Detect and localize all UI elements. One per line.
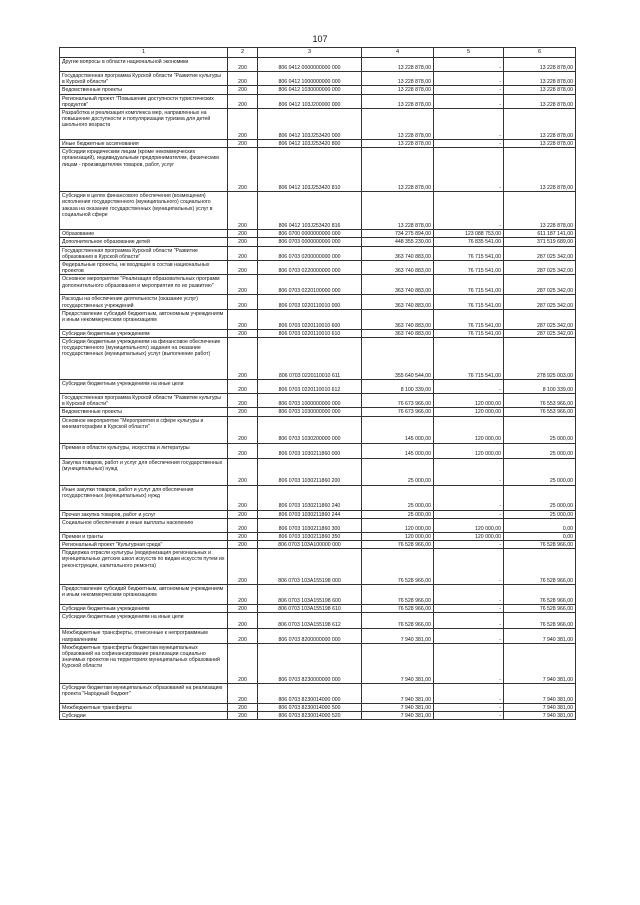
row-name: Государственная программа Курской области "Развитие образования в Курской области": [60, 246, 228, 260]
row-amount-change: -: [434, 510, 504, 518]
row-code: 200: [228, 458, 258, 485]
row-amount-result: 7 940 381,00: [504, 683, 576, 703]
row-amount-total: 13 228 878,00: [362, 86, 434, 94]
row-amount-total: 363 740 883,00: [362, 275, 434, 295]
row-kbk: 806 0703 1000000000 000: [258, 394, 362, 408]
row-name: Социальное обеспечение и иные выплаты населению: [60, 518, 228, 532]
row-amount-total: 25 000,00: [362, 458, 434, 485]
table-row: [60, 246, 576, 260]
row-kbk: 806 0703 0220110010 611: [258, 338, 362, 380]
row-name: Субсидии: [60, 712, 228, 720]
row-kbk: 806 0412 1030000000 000: [258, 86, 362, 94]
row-amount-result: 7 940 381,00: [504, 703, 576, 711]
row-amount-change: -: [434, 380, 504, 394]
row-amount-change: -: [434, 94, 504, 108]
row-amount-change: 120 000,00: [434, 416, 504, 443]
row-code: 200: [228, 605, 258, 613]
row-amount-total: 76 673 966,00: [362, 394, 434, 408]
row-amount-change: 120 000,00: [434, 518, 504, 532]
table-row: [60, 510, 576, 518]
row-code: 200: [228, 613, 258, 629]
row-amount-result: 287 025 342,00: [504, 329, 576, 337]
row-amount-result: 13 228 878,00: [504, 192, 576, 230]
row-amount-result: 13 228 878,00: [504, 94, 576, 108]
row-code: 200: [228, 238, 258, 246]
row-kbk: 806 0703 103A155198 000: [258, 549, 362, 585]
row-name: Поддержка отрасли культуры (модернизация региональных и муниципальных детских школ искусств по видам искусств путем их реконструкции, капитального ремонта): [60, 549, 228, 585]
row-amount-total: 13 228 878,00: [362, 148, 434, 192]
row-kbk: 806 0703 8200000000 000: [258, 629, 362, 643]
row-amount-result: 13 228 878,00: [504, 72, 576, 86]
row-amount-total: 76 528 966,00: [362, 613, 434, 629]
row-amount-total: 76 528 966,00: [362, 541, 434, 549]
row-amount-result: 76 553 966,00: [504, 394, 576, 408]
row-amount-total: 13 228 878,00: [362, 140, 434, 148]
row-code: 200: [228, 309, 258, 329]
table-row: [60, 329, 576, 337]
row-name: Основное мероприятие "Мероприятия в сфере культуры и кинематографии в Курской области": [60, 416, 228, 443]
row-kbk: 806 0703 0220110010 610: [258, 329, 362, 337]
row-amount-result: 13 228 878,00: [504, 86, 576, 94]
table-row: [60, 295, 576, 309]
row-name: Субсидии бюджетным учреждениям на иные цели: [60, 613, 228, 629]
row-name: Предоставление субсидий бюджетным, автономным учреждениям и иным некоммерческим организациям: [60, 309, 228, 329]
row-code: 200: [228, 408, 258, 416]
row-name: Межбюджетные трансферты, отнесенные к непрограммным направлениям: [60, 629, 228, 643]
row-code: 200: [228, 148, 258, 192]
row-kbk: 806 0412 103J253420 810: [258, 148, 362, 192]
page-number: 107: [312, 34, 328, 44]
row-amount-total: 13 228 878,00: [362, 192, 434, 230]
row-code: 200: [228, 643, 258, 683]
row-kbk: 806 0703 0200000000 000: [258, 246, 362, 260]
row-code: 200: [228, 532, 258, 540]
row-name: Субсидии бюджетам муниципальных образований на реализацию проекта "Народный бюджет": [60, 683, 228, 703]
row-amount-total: 363 740 883,00: [362, 295, 434, 309]
row-amount-result: 13 228 878,00: [504, 140, 576, 148]
row-amount-total: 120 000,00: [362, 532, 434, 540]
row-name: Дополнительное образование детей: [60, 238, 228, 246]
row-kbk: 806 0412 1000000000 000: [258, 72, 362, 86]
row-code: 200: [228, 683, 258, 703]
row-amount-result: 13 228 878,00: [504, 148, 576, 192]
row-code: 200: [228, 246, 258, 260]
row-name: Субсидии бюджетным учреждениям: [60, 329, 228, 337]
table-row: [60, 58, 576, 72]
row-amount-result: 7 940 381,00: [504, 712, 576, 720]
row-code: 200: [228, 585, 258, 605]
row-code: 200: [228, 86, 258, 94]
column-header-1: 1: [60, 48, 228, 58]
row-amount-result: 0,00: [504, 532, 576, 540]
row-amount-result: 13 228 878,00: [504, 58, 576, 72]
row-code: 200: [228, 541, 258, 549]
row-code: 200: [228, 518, 258, 532]
row-name: Другие вопросы в области национальной экономики: [60, 58, 228, 72]
row-name: Субсидии в целях финансового обеспечения (возмещения) исполнения государственного (муниципального) социального заказа на оказание государственных (муниципальных) услуг в социальной сфере: [60, 192, 228, 230]
row-amount-change: -: [434, 643, 504, 683]
table-row: [60, 238, 576, 246]
row-amount-change: 120 000,00: [434, 408, 504, 416]
row-amount-total: 145 000,00: [362, 443, 434, 458]
row-name: Расходы на обеспечение деятельности (оказание услуг) государственных учреждений: [60, 295, 228, 309]
table-row: [60, 683, 576, 703]
row-amount-change: 76 715 541,00: [434, 261, 504, 275]
row-code: 200: [228, 329, 258, 337]
row-amount-total: 76 528 966,00: [362, 549, 434, 585]
row-code: 200: [228, 72, 258, 86]
row-code: 200: [228, 338, 258, 380]
row-amount-result: 25 000,00: [504, 510, 576, 518]
row-amount-result: 25 000,00: [504, 443, 576, 458]
row-amount-change: -: [434, 148, 504, 192]
row-amount-total: 7 940 381,00: [362, 712, 434, 720]
row-amount-result: 287 025 342,00: [504, 295, 576, 309]
row-kbk: 806 0412 103J200000 000: [258, 94, 362, 108]
table-row: [60, 541, 576, 549]
row-kbk: 806 0703 103A155198 612: [258, 613, 362, 629]
row-name: Субсидии юридическим лицам (кроме некоммерческих организаций), индивидуальным предпринимателям, физическим лицам - производителям товаров, работ, услуг: [60, 148, 228, 192]
row-code: 200: [228, 703, 258, 711]
row-kbk: 806 0703 1030211860 244: [258, 510, 362, 518]
table-row: [60, 532, 576, 540]
row-code: 200: [228, 275, 258, 295]
row-amount-change: -: [434, 109, 504, 140]
row-code: 200: [228, 443, 258, 458]
row-amount-result: 25 000,00: [504, 458, 576, 485]
row-kbk: 806 0703 103A155198 600: [258, 585, 362, 605]
row-amount-total: 76 528 966,00: [362, 605, 434, 613]
row-amount-change: 123 088 753,00: [434, 230, 504, 238]
row-name: Государственная программа Курской области "Развитие культуры в Курской области": [60, 394, 228, 408]
row-kbk: 806 0703 8230014000 520: [258, 712, 362, 720]
row-amount-change: 76 715 541,00: [434, 295, 504, 309]
row-amount-total: 7 940 381,00: [362, 629, 434, 643]
row-name: Межбюджетные трансферты бюджетам муниципальных образований на софинансирование реализации социально значимых проектов на территориях муниципальных образований Курской области: [60, 643, 228, 683]
row-amount-change: -: [434, 683, 504, 703]
table-row: [60, 585, 576, 605]
row-kbk: 806 0412 0000000000 000: [258, 58, 362, 72]
row-amount-result: 13 228 878,00: [504, 109, 576, 140]
table-row: [60, 443, 576, 458]
row-amount-total: 355 640 544,00: [362, 338, 434, 380]
row-name: Региональный проект "Повышение доступности туристических продуктов": [60, 94, 228, 108]
column-header-4: 4: [362, 48, 434, 58]
table-row: [60, 712, 576, 720]
row-code: 200: [228, 380, 258, 394]
row-amount-total: 13 228 878,00: [362, 72, 434, 86]
row-amount-result: 0,00: [504, 518, 576, 532]
row-amount-total: 7 940 381,00: [362, 703, 434, 711]
row-amount-change: 120 000,00: [434, 532, 504, 540]
table-row: [60, 408, 576, 416]
row-code: 200: [228, 295, 258, 309]
row-kbk: 806 0703 0000000000 000: [258, 238, 362, 246]
row-name: Субсидии бюджетным учреждениям: [60, 605, 228, 613]
row-amount-change: -: [434, 458, 504, 485]
row-amount-total: 76 528 966,00: [362, 585, 434, 605]
row-code: 200: [228, 485, 258, 510]
row-amount-result: 76 528 966,00: [504, 605, 576, 613]
row-name: Ведомственные проекты: [60, 86, 228, 94]
column-header-5: 5: [434, 48, 504, 58]
table-row: [60, 148, 576, 192]
row-amount-result: 287 025 342,00: [504, 275, 576, 295]
row-amount-result: 287 025 342,00: [504, 309, 576, 329]
row-kbk: 806 0703 8230000000 000: [258, 643, 362, 683]
row-amount-result: 278 925 003,00: [504, 338, 576, 380]
row-kbk: 806 0703 8230014000 500: [258, 703, 362, 711]
row-amount-result: 76 528 966,00: [504, 613, 576, 629]
row-amount-result: 25 000,00: [504, 485, 576, 510]
row-code: 200: [228, 109, 258, 140]
row-amount-change: 76 835 541,00: [434, 238, 504, 246]
row-name: Прочая закупка товаров, работ и услуг: [60, 510, 228, 518]
row-kbk: 806 0703 1030211860 240: [258, 485, 362, 510]
row-amount-change: 120 000,00: [434, 394, 504, 408]
row-amount-result: 611 187 141,00: [504, 230, 576, 238]
row-amount-total: 363 740 883,00: [362, 261, 434, 275]
row-code: 200: [228, 416, 258, 443]
row-amount-change: -: [434, 585, 504, 605]
table-row: [60, 458, 576, 485]
row-amount-result: 287 025 342,00: [504, 246, 576, 260]
table-row: [60, 416, 576, 443]
table-row: [60, 86, 576, 94]
row-code: 200: [228, 510, 258, 518]
row-name: Субсидии бюджетным учреждениям на иные цели: [60, 380, 228, 394]
row-name: Образование: [60, 230, 228, 238]
table-row: [60, 643, 576, 683]
table-body: [60, 58, 576, 720]
row-code: 200: [228, 629, 258, 643]
row-kbk: 806 0412 103J253420 800: [258, 140, 362, 148]
row-name: Региональный проект "Культурная среда": [60, 541, 228, 549]
row-amount-result: 7 940 381,00: [504, 643, 576, 683]
row-name: Основное мероприятие "Реализация образовательных программ дополнительного образования и мероприятия по их развитию": [60, 275, 228, 295]
row-amount-result: 76 528 966,00: [504, 541, 576, 549]
row-amount-result: 371 519 689,00: [504, 238, 576, 246]
row-name: Иные бюджетные ассигнования: [60, 140, 228, 148]
table-row: [60, 309, 576, 329]
column-header-3: 3: [258, 48, 362, 58]
row-amount-change: 76 715 541,00: [434, 246, 504, 260]
row-kbk: 806 0412 103J253420 816: [258, 192, 362, 230]
header-row: [60, 48, 576, 58]
row-kbk: 806 0703 1030211860 000: [258, 443, 362, 458]
row-amount-change: 120 000,00: [434, 443, 504, 458]
table-row: [60, 230, 576, 238]
row-code: 200: [228, 140, 258, 148]
row-amount-change: -: [434, 485, 504, 510]
table-row: [60, 703, 576, 711]
row-kbk: 806 0703 8230014000 000: [258, 683, 362, 703]
row-amount-result: 8 100 339,00: [504, 380, 576, 394]
budget-table: [59, 47, 576, 720]
row-amount-change: -: [434, 703, 504, 711]
row-amount-change: -: [434, 541, 504, 549]
row-amount-total: 363 740 883,00: [362, 246, 434, 260]
table-row: [60, 94, 576, 108]
row-amount-total: 25 000,00: [362, 485, 434, 510]
row-code: 200: [228, 58, 258, 72]
table-row: [60, 394, 576, 408]
row-amount-result: 76 528 966,00: [504, 549, 576, 585]
row-name: Межбюджетные трансферты: [60, 703, 228, 711]
row-amount-change: 76 715 541,00: [434, 338, 504, 380]
table-header: [60, 48, 576, 58]
row-amount-change: 76 715 541,00: [434, 275, 504, 295]
row-amount-change: -: [434, 140, 504, 148]
row-code: 200: [228, 94, 258, 108]
row-amount-change: -: [434, 58, 504, 72]
row-amount-total: 7 940 381,00: [362, 643, 434, 683]
row-kbk: 806 0703 1030211860 300: [258, 518, 362, 532]
row-amount-total: 25 000,00: [362, 510, 434, 518]
row-amount-change: 76 715 541,00: [434, 309, 504, 329]
row-kbk: 806 0412 103J253420 000: [258, 109, 362, 140]
row-amount-change: -: [434, 712, 504, 720]
row-kbk: 806 0703 1030000000 000: [258, 408, 362, 416]
row-amount-result: 76 553 966,00: [504, 408, 576, 416]
row-amount-result: 287 025 342,00: [504, 261, 576, 275]
row-kbk: 806 0703 0220110010 000: [258, 295, 362, 309]
row-name: Субсидии бюджетным учреждениям на финансовое обеспечение государственного (муниципального) задания на оказание государственных (муниципальных) услуг (выполнение работ): [60, 338, 228, 380]
row-name: Ведомственные проекты: [60, 408, 228, 416]
row-kbk: 806 0703 1030211860 350: [258, 532, 362, 540]
column-header-6: 6: [504, 48, 576, 58]
row-amount-change: -: [434, 86, 504, 94]
row-name: Премии в области культуры, искусства и литературы: [60, 443, 228, 458]
row-kbk: 806 0703 0220000000 000: [258, 261, 362, 275]
row-amount-total: 76 673 966,00: [362, 408, 434, 416]
table-row: [60, 380, 576, 394]
row-name: Федеральные проекты, не входящие в состав национальных проектов: [60, 261, 228, 275]
row-kbk: 806 0703 0220100000 000: [258, 275, 362, 295]
row-code: 200: [228, 394, 258, 408]
row-amount-total: 13 228 878,00: [362, 94, 434, 108]
row-amount-change: -: [434, 629, 504, 643]
table-row: [60, 72, 576, 86]
row-name: Государственная программа Курской области "Развитие культуры в Курской области": [60, 72, 228, 86]
row-amount-result: 76 528 966,00: [504, 585, 576, 605]
row-amount-total: 8 100 339,00: [362, 380, 434, 394]
row-code: 200: [228, 261, 258, 275]
row-kbk: 806 0703 103A155198 610: [258, 605, 362, 613]
row-code: 200: [228, 230, 258, 238]
table-row: [60, 109, 576, 140]
table-row: [60, 605, 576, 613]
row-kbk: 806 0703 1030211860 200: [258, 458, 362, 485]
row-amount-total: 13 228 878,00: [362, 58, 434, 72]
row-kbk: 806 0703 103A100000 000: [258, 541, 362, 549]
row-amount-result: 7 940 381,00: [504, 629, 576, 643]
row-code: 200: [228, 549, 258, 585]
row-kbk: 806 0700 0000000000 000: [258, 230, 362, 238]
table-row: [60, 261, 576, 275]
row-kbk: 806 0703 0220110010 612: [258, 380, 362, 394]
row-name: Закупка товаров, работ и услуг для обеспечения государственных (муниципальных) нужд: [60, 458, 228, 485]
table-row: [60, 629, 576, 643]
row-amount-change: -: [434, 72, 504, 86]
row-amount-total: 7 940 381,00: [362, 683, 434, 703]
row-name: Разработка и реализация комплекса мер, направленных на повышение доступности и популяризации туризма для детей школьного возраста: [60, 109, 228, 140]
column-header-2: 2: [228, 48, 258, 58]
table-row: [60, 275, 576, 295]
row-amount-total: 734 275 894,00: [362, 230, 434, 238]
table-row: [60, 518, 576, 532]
table-row: [60, 140, 576, 148]
row-amount-total: 145 000,00: [362, 416, 434, 443]
row-amount-total: 13 228 878,00: [362, 109, 434, 140]
row-amount-change: -: [434, 605, 504, 613]
row-amount-total: 448 355 230,00: [362, 238, 434, 246]
table-row: [60, 613, 576, 629]
row-code: 200: [228, 192, 258, 230]
row-kbk: 806 0703 1030200000 000: [258, 416, 362, 443]
row-name: Премии и гранты: [60, 532, 228, 540]
row-amount-total: 363 740 883,00: [362, 309, 434, 329]
row-amount-change: -: [434, 192, 504, 230]
table-row: [60, 338, 576, 380]
row-amount-total: 120 000,00: [362, 518, 434, 532]
row-amount-change: -: [434, 549, 504, 585]
row-amount-total: 363 740 883,00: [362, 329, 434, 337]
table-row: [60, 485, 576, 510]
row-amount-change: -: [434, 613, 504, 629]
row-name: Иные закупки товаров, работ и услуг для обеспечения государственных (муниципальных) нужд: [60, 485, 228, 510]
row-code: 200: [228, 712, 258, 720]
table-row: [60, 549, 576, 585]
row-amount-change: 76 715 541,00: [434, 329, 504, 337]
row-amount-result: 25 000,00: [504, 416, 576, 443]
row-kbk: 806 0703 0220110010 600: [258, 309, 362, 329]
table-row: [60, 192, 576, 230]
row-name: Предоставление субсидий бюджетным, автономным учреждениям и иным некоммерческим организациям: [60, 585, 228, 605]
